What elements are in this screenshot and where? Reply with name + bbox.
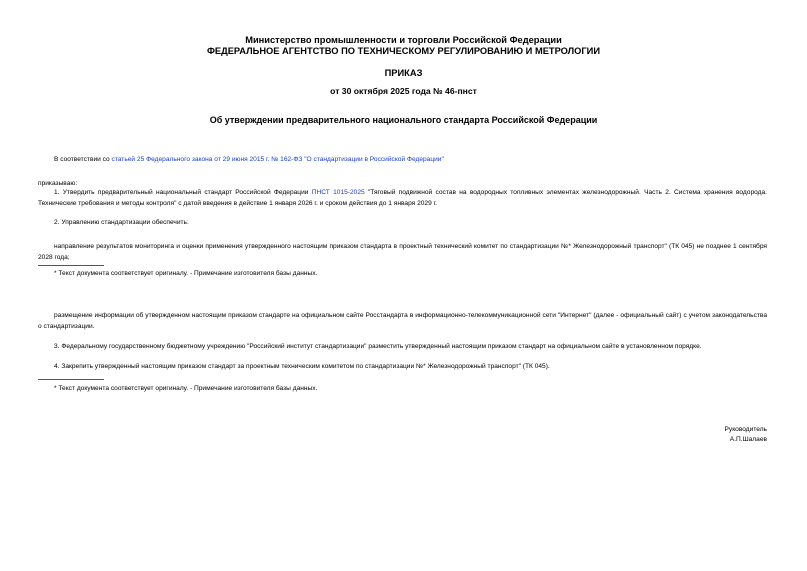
intro-prefix: В соответствии со bbox=[54, 156, 112, 163]
document-date-number: от 30 октября 2025 года № 46-пнст bbox=[330, 86, 477, 96]
item-2b-paragraph: размещение информации об утвержденном настоящим приказом стандарте на официальном сайте Росстандарта в информационно-телекоммуникационной сети "Интернет" (далее - официальный сайт) с учетом законодательства о стандартизации. bbox=[38, 312, 767, 330]
standard-link[interactable]: ПНСТ 1015-2025 bbox=[311, 189, 365, 196]
footnote-1: * Текст документа соответствует оригиналу. - Примечание изготовителя базы данных. bbox=[54, 270, 318, 277]
item-4-paragraph: 4. Закрепить утвержденный настоящим приказом стандарт за проектным техническим комитетом по стандартизации №* Железнодорожный транспорт" (ТК 045). bbox=[54, 363, 550, 370]
footnote-rule-1 bbox=[38, 265, 104, 266]
item-1-prefix: 1. Утвердить предварительный национальный стандарт Российской Федерации bbox=[54, 189, 312, 196]
item-3-paragraph: 3. Федеральному государственному бюджетному учреждению "Российский институт стандартизации" разместить утвержденный настоящим приказом стандарт на официальном сайте в установленном порядке. bbox=[54, 343, 702, 350]
document-type: ПРИКАЗ bbox=[384, 68, 423, 78]
footnote-rule-2 bbox=[38, 379, 104, 380]
signature-name: А.П.Шалаев bbox=[729, 436, 767, 443]
law-link[interactable]: статьей 25 Федерального закона от 29 июня 2015 г. № 162-ФЗ "О стандартизации в Российской Федерации" bbox=[111, 156, 444, 163]
signature-title: Руководитель bbox=[724, 426, 767, 433]
item-1-paragraph bbox=[38, 188, 767, 209]
document-subject: Об утверждении предварительного национального стандарта Российской Федерации bbox=[209, 115, 598, 125]
item-1-suffix: "Тяговый подвижной состав на водородных топливных элементах железнодорожный. Часть 2. Система хранения водорода. Технические требования и методы контроля" с датой введения в действие 1 января 2026 г. и сроком действия до 1 января 2029 г. bbox=[38, 189, 767, 207]
item-2a-paragraph: направление результатов мониторинга и оценки применения утвержденного настоящим приказом стандарта в проектный технический комитет по стандартизации №* Железнодорожный транспорт" (ТК 045) не позднее 1 сентября 2028 года; bbox=[38, 243, 767, 261]
item-2-paragraph: 2. Управлению стандартизации обеспечить: bbox=[54, 219, 189, 226]
footnote-2: * Текст документа соответствует оригиналу. - Примечание изготовителя базы данных. bbox=[54, 385, 318, 392]
agency-name: ФЕДЕРАЛЬНОЕ АГЕНТСТВО ПО ТЕХНИЧЕСКОМУ РЕГУЛИРОВАНИЮ И МЕТРОЛОГИИ bbox=[206, 46, 601, 56]
ministry-name: Министерство промышленности и торговли Российской Федерации bbox=[245, 35, 562, 45]
order-word: приказываю: bbox=[38, 180, 78, 187]
intro-paragraph bbox=[38, 155, 767, 166]
